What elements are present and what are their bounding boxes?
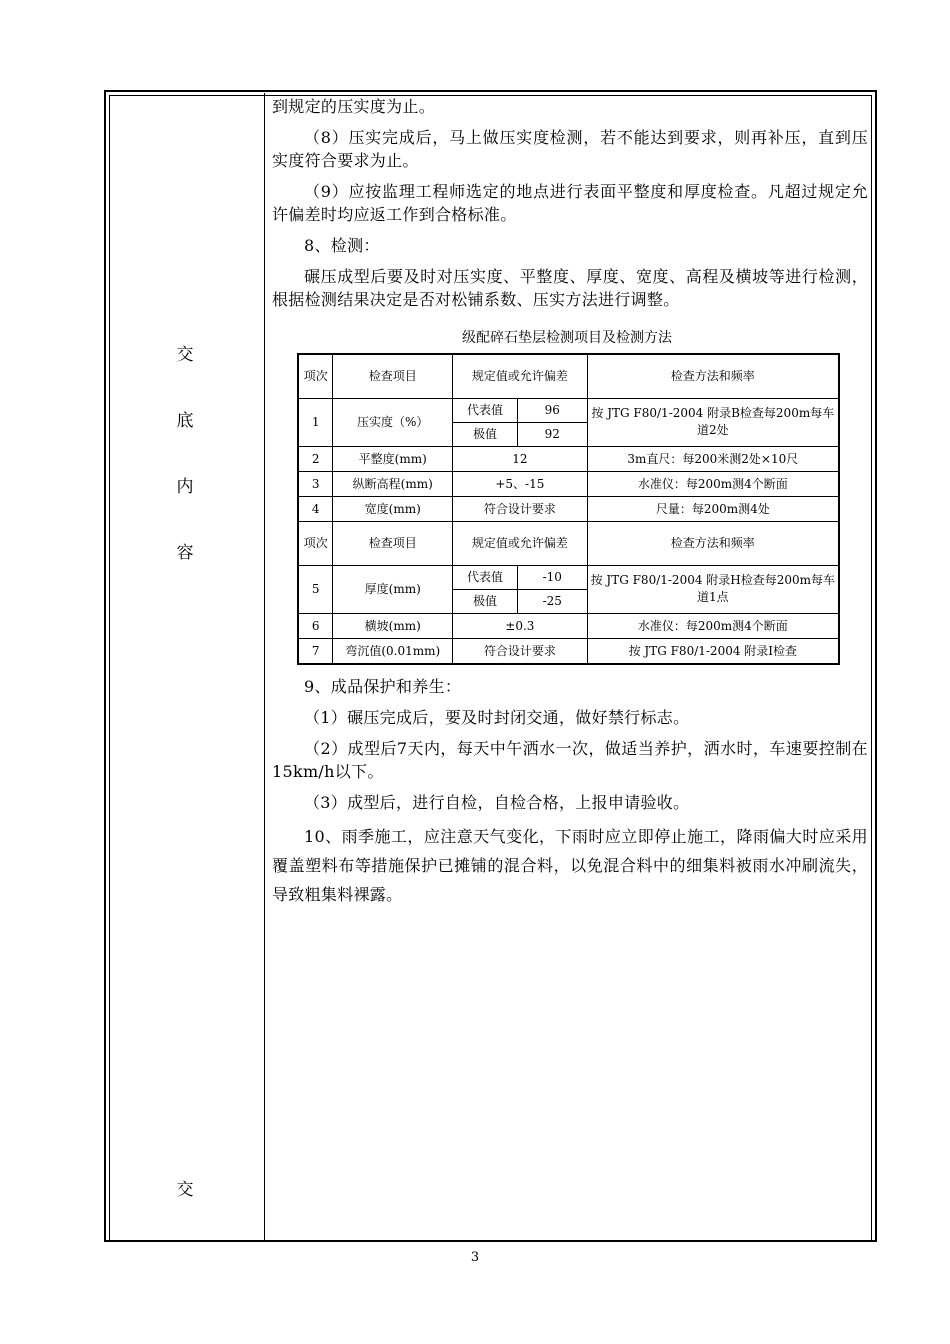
table-row [298, 613, 839, 638]
cell-method: 按 JTG F80/1-2004 附录B检查每200m每车道2处 [587, 398, 839, 446]
cell-method: 水准仪：每200m测4个断面 [587, 471, 839, 496]
cell-item: 纵断高程(mm) [333, 471, 453, 496]
cell-rep-label: 代表值 [453, 565, 518, 589]
cell-spec: ±0.3 [453, 613, 588, 638]
cell-no: 2 [298, 446, 333, 471]
paragraph: （8）压实完成后，马上做压实度检测，若不能达到要求，则再补压，直到压实度符合要求为止。 [272, 128, 868, 170]
header-item: 检查项目 [333, 521, 453, 565]
cell-method: 按 JTG F80/1-2004 附录I检查 [587, 638, 839, 664]
cell-no: 3 [298, 471, 333, 496]
header-spec: 规定值或允许偏差 [453, 521, 588, 565]
content-top [272, 95, 868, 311]
cell-item: 弯沉值(0.01mm) [333, 638, 453, 664]
table-row [298, 565, 839, 589]
table-row [298, 446, 839, 471]
table-header-row [298, 354, 839, 398]
header-item: 检查项目 [333, 354, 453, 398]
side-label-char-3: 内 [176, 477, 194, 497]
side-label-char-2: 底 [176, 411, 194, 431]
page-number: 3 [470, 1250, 480, 1265]
cell-no: 1 [298, 398, 333, 446]
cell-no: 7 [298, 638, 333, 664]
cell-item: 宽度(mm) [333, 496, 453, 521]
cell-lim-label: 极值 [453, 422, 518, 446]
paragraph: （1）碾压完成后，要及时封闭交通，做好禁行标志。 [304, 708, 690, 727]
cell-item: 压实度（%） [333, 398, 453, 446]
table-row [298, 471, 839, 496]
cell-rep-value: -10 [517, 565, 587, 589]
cell-spec: 符合设计要求 [453, 496, 588, 521]
side-label-char-4: 容 [176, 543, 194, 563]
paragraph: 碾压成型后要及时对压实度、平整度、厚度、宽度、高程及横坡等进行检测，根据检测结果决定是否对松铺系数、压实方法进行调整。 [272, 267, 868, 309]
cell-spec: +5、-15 [453, 471, 588, 496]
column-divider [264, 93, 265, 1241]
table-title: 级配碎石垫层检测项目及检测方法 [462, 330, 672, 346]
header-spec: 规定值或允许偏差 [453, 354, 588, 398]
paragraph: （9）应按监理工程师选定的地点进行表面平整度和厚度检查。凡超过规定允许偏差时均应返工作到合格标准。 [272, 182, 868, 224]
cell-no: 4 [298, 496, 333, 521]
cell-rep-value: 96 [517, 398, 587, 422]
paragraph: （2）成型后7天内，每天中午洒水一次，做适当养护，洒水时，车速要控制在15km/h以下。 [272, 739, 868, 781]
cell-item: 厚度(mm) [333, 565, 453, 613]
header-method: 检查方法和频率 [587, 521, 839, 565]
section-heading: 10、雨季施工，应注意天气变化，下雨时应立即停止施工，降雨偏大时应采用覆盖塑料布等措施保护已摊铺的混合料，以免混合料中的细集料被雨水冲刷流失，导致粗集料裸露。 [272, 827, 868, 904]
table-header-row [298, 521, 839, 565]
header-no: 项次 [298, 354, 333, 398]
header-method: 检查方法和频率 [587, 354, 839, 398]
cell-rep-label: 代表值 [453, 398, 518, 422]
cell-spec: 12 [453, 446, 588, 471]
side-label-bottom-char: 交 [176, 1180, 194, 1200]
table-row [298, 398, 839, 422]
paragraph: 到规定的压实度为止。 [272, 97, 436, 116]
cell-method: 水准仪：每200m测4个断面 [587, 613, 839, 638]
cell-item: 平整度(mm) [333, 446, 453, 471]
cell-method: 3m直尺：每200米测2处×10尺 [587, 446, 839, 471]
cell-no: 6 [298, 613, 333, 638]
section-heading: 9、成品保护和养生： [304, 677, 462, 696]
table-row [298, 496, 839, 521]
cell-spec: 符合设计要求 [453, 638, 588, 664]
paragraph: （3）成型后，进行自检，自检合格，上报申请验收。 [304, 793, 690, 812]
cell-method: 按 JTG F80/1-2004 附录H检查每200m每车道1点 [587, 565, 839, 613]
table-row [298, 638, 839, 664]
cell-lim-label: 极值 [453, 589, 518, 613]
side-label-char-1: 交 [176, 345, 194, 365]
cell-item: 横坡(mm) [333, 613, 453, 638]
header-no: 项次 [298, 521, 333, 565]
section-heading: 8、检测： [304, 236, 380, 255]
cell-lim-value: 92 [517, 422, 587, 446]
inspection-table [297, 353, 840, 665]
cell-lim-value: -25 [517, 589, 587, 613]
cell-no: 5 [298, 565, 333, 613]
content-bottom [272, 675, 868, 909]
cell-method: 尺量：每200m测4处 [587, 496, 839, 521]
